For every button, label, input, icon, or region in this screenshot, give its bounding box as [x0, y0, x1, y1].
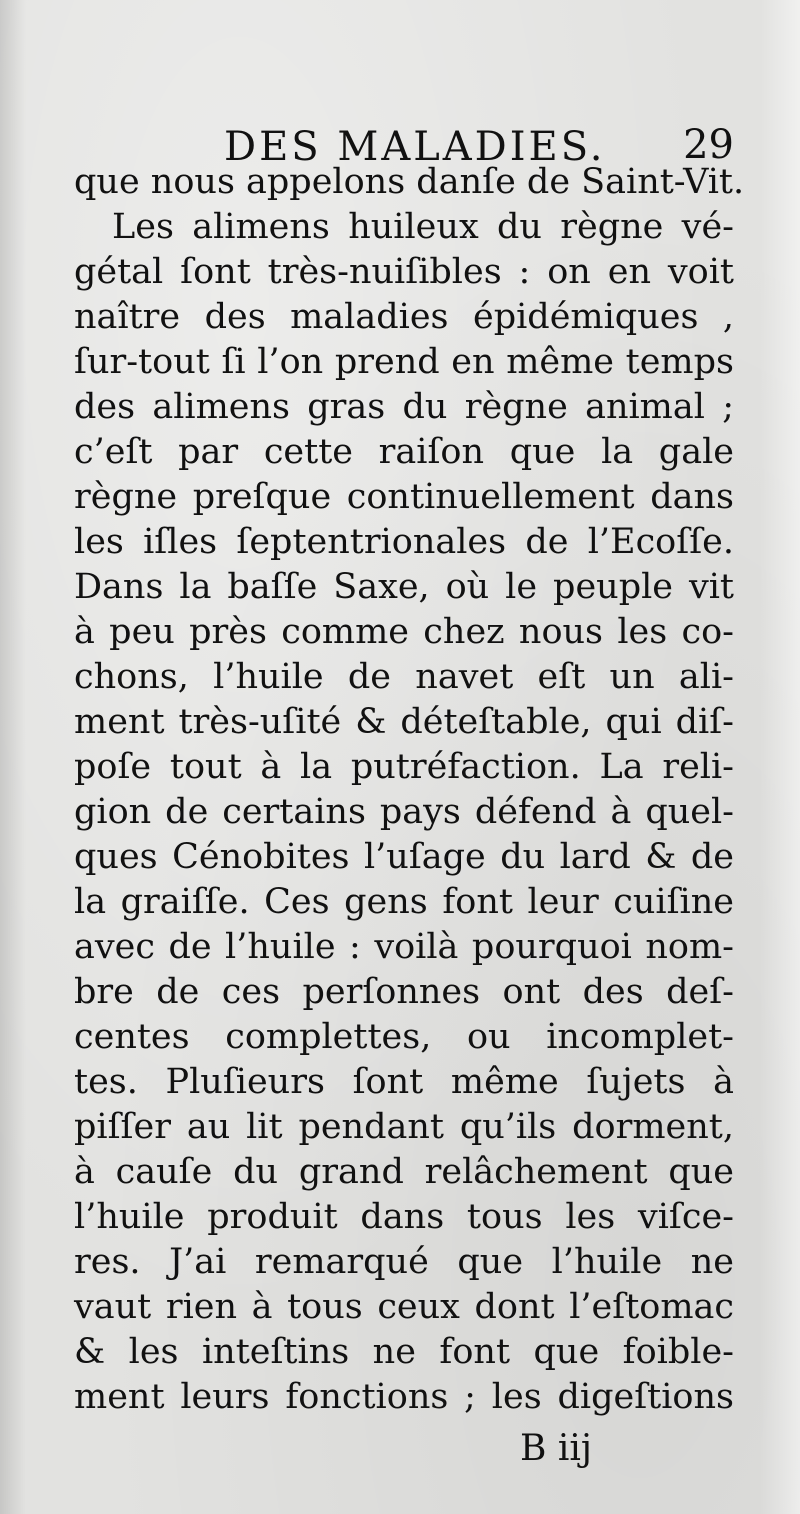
- text-line: Dans la baſſe Saxe, où le peuple vit: [74, 567, 734, 607]
- text-line: chons, l’huile de navet eſt un ali-: [74, 657, 734, 697]
- text-line: à cauſe du grand relâchement que: [74, 1152, 734, 1192]
- text-line: que nous appelons danſe de Saint-Vit.: [74, 162, 745, 202]
- text-line: bre de ces perſonnes ont des deſ-: [74, 972, 734, 1012]
- text-line: avec de l’huile : voilà pourquoi nom-: [74, 927, 734, 967]
- text-line: c’eſt par cette raiſon que la gale: [74, 432, 734, 472]
- text-line: tes. Pluſieurs ſont même ſujets à: [74, 1062, 734, 1102]
- text-line: gétal ſont très-nuiſibles : on en voit: [74, 252, 734, 292]
- signature-mark: B iij: [520, 1428, 593, 1469]
- text-line: piſſer au lit pendant qu’ils dorment,: [74, 1107, 734, 1147]
- text-line: ques Cénobites l’uſage du lard & de: [74, 837, 734, 877]
- binding-shadow: [0, 0, 26, 1514]
- text-line: poſe tout à la putréfaction. La reli-: [74, 747, 734, 787]
- text-line: ment très-uſité & déteſtable, qui diſ-: [74, 702, 734, 742]
- body-text: [74, 160, 745, 1420]
- text-line: naître des maladies épidémiques ,: [74, 297, 734, 337]
- text-line: vaut rien à tous ceux dont l’eſtomac: [74, 1287, 734, 1327]
- text-line: ment leurs fonctions ; les digeſtions: [74, 1377, 734, 1417]
- text-line: centes complettes, ou incomplet-: [74, 1017, 734, 1057]
- text-line: & les inteſtins ne font que foible-: [74, 1332, 734, 1372]
- text-line: les iſles ſeptentrionales de l’Ecoſſe.: [74, 522, 734, 562]
- text-line: à peu près comme chez nous les co-: [74, 612, 734, 652]
- text-line: gion de certains pays défend à quel-: [74, 792, 734, 832]
- text-line: Les alimens huileux du règne vé-: [112, 207, 734, 247]
- text-line: ſur-tout ſi l’on prend en même temps: [74, 342, 734, 382]
- text-line: des alimens gras du règne animal ;: [74, 387, 734, 427]
- text-line: la graiſſe. Ces gens font leur cuiſine: [74, 882, 734, 922]
- text-line: res. J’ai remarqué que l’huile ne: [74, 1242, 734, 1282]
- text-line: règne preſque continuellement dans: [74, 477, 734, 517]
- page-edge: [760, 0, 800, 1514]
- running-head: DES MALADIES.: [224, 124, 606, 170]
- text-line: l’huile produit dans tous les viſce-: [74, 1197, 734, 1237]
- page-number: 29: [683, 122, 734, 168]
